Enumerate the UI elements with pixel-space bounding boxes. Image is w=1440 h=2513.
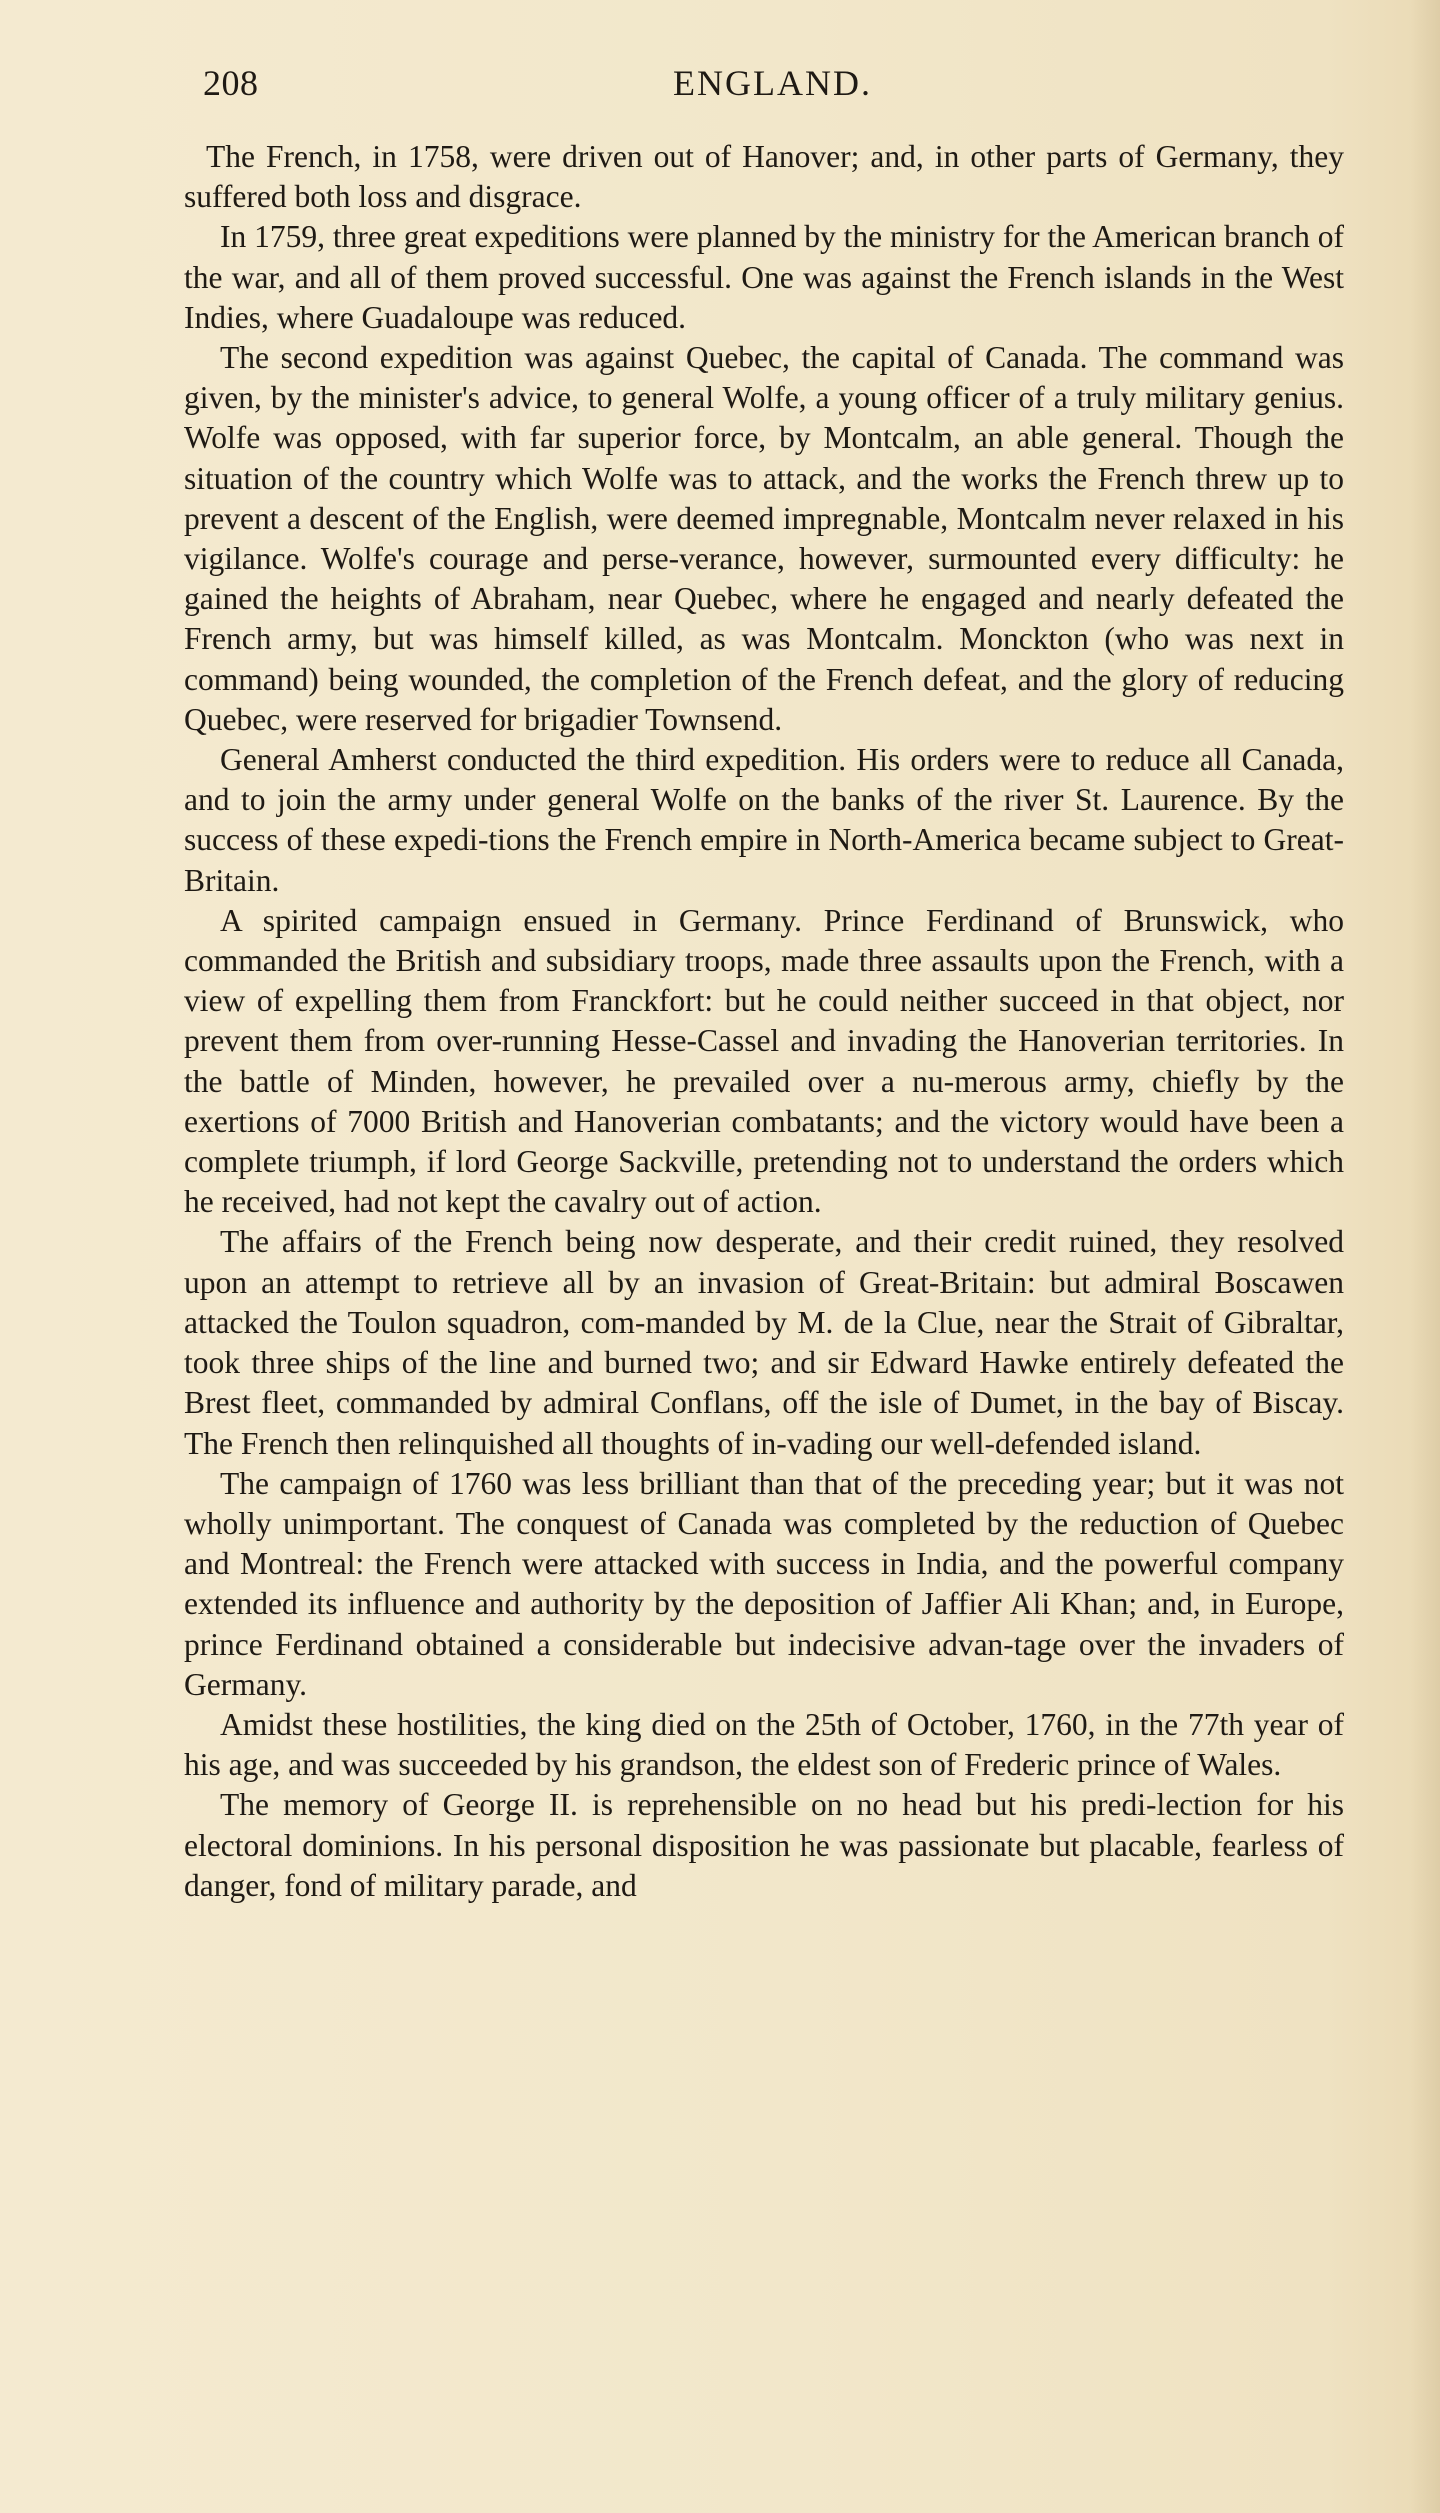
page-number: 208 xyxy=(203,63,259,103)
paragraph-hanover: The French, in 1758, were driven out of Hanover; and, in other parts of Germany, they suffered both loss and disgrace. xyxy=(184,139,1344,215)
paragraph-campaign-1760: The campaign of 1760 was less brilliant than that of the preceding year; but it was not wholly unimportant. The conquest of Canada was completed by the reduction of Quebec and Montreal: the French were attacked with success in India, and the powerful company extended its influence and authority by the deposition of Jaffier Ali Khan; and, in Europe, prince Ferdinand obtained a considerable but indecisive advan-tage over the invaders of Germany. xyxy=(184,1465,1344,1702)
paragraph-king-death: Amidst these hostilities, the king died on the 25th of October, 1760, in the 77th year of his age, and was succeeded by his grandson, the eldest son of Frederic prince of Wales. xyxy=(184,1706,1344,1783)
page-header-title: ENGLAND. xyxy=(673,63,872,103)
running-head xyxy=(203,58,1343,108)
paragraph-amherst: General Amherst conducted the third expedition. His orders were to reduce all Canada, and to join the army under general Wolfe on the banks of the river St. Laurence. By the success of these expedi-tions the French empire in North-America became subject to Great-Britain. xyxy=(184,742,1344,898)
paragraph-quebec: The second expedition was against Quebec, the capital of Canada. The command was given, by the minister's advice, to general Wolfe, a young officer of a truly military genius. Wolfe was opposed, with far superior force, by Montcalm, an able general. Though the situation of the country which Wolfe was to attack, and the works the French threw up to prevent a descent of the English, were deemed impregnable, Montcalm never relaxed in his vigilance. Wolfe's courage and perse-verance, however, surmounted every difficulty: he gained the heights of Abraham, near Quebec, where he engaged and nearly defeated the French army, but was himself killed, as was Montcalm. Monckton (who was next in command) being wounded, the completion of the French defeat, and the glory of reducing Quebec, were reserved for brigadier Townsend. xyxy=(184,340,1344,737)
page-gutter-shadow xyxy=(1410,0,1440,2513)
paragraph-french-affairs: The affairs of the French being now desperate, and their credit ruined, they resolved upon an attempt to retrieve all by an invasion of Great-Britain: but admiral Boscawen attacked the Toulon squadron, com-manded by M. de la Clue, near the Strait of Gibraltar, took three ships of the line and burned two; and sir Edward Hawke entirely defeated the Brest fleet, commanded by admiral Conflans, off the isle of Dumet, in the bay of Biscay. The French then relinquished all thoughts of in-vading our well-defended island. xyxy=(184,1224,1344,1461)
body-text xyxy=(184,137,1344,1906)
paragraph-george-ii-memory: The memory of George II. is reprehensible on no head but his predi-lection for his electoral dominions. In his personal disposition he was passionate but placable, fearless of danger, fond of military parade, and xyxy=(184,1787,1344,1903)
paragraph-germany-campaign: A spirited campaign ensued in Germany. Prince Ferdinand of Brunswick, who commanded the British and subsidiary troops, made three assaults upon the French, with a view of expelling them from Franckfort: but he could neither succeed in that object, nor prevent them from over-running Hesse-Cassel and invading the Hanoverian territories. In the battle of Minden, however, he prevailed over a nu-merous army, chiefly by the exertions of 7000 British and Hanoverian combatants; and the victory would have been a complete triumph, if lord George Sackville, pretending not to understand the orders which he received, had not kept the cavalry out of action. xyxy=(184,902,1344,1220)
paragraph-expeditions-1759: In 1759, three great expeditions were planned by the ministry for the American branch of the war, and all of them proved successful. One was against the French islands in the West Indies, where Guadaloupe was reduced. xyxy=(184,219,1345,335)
